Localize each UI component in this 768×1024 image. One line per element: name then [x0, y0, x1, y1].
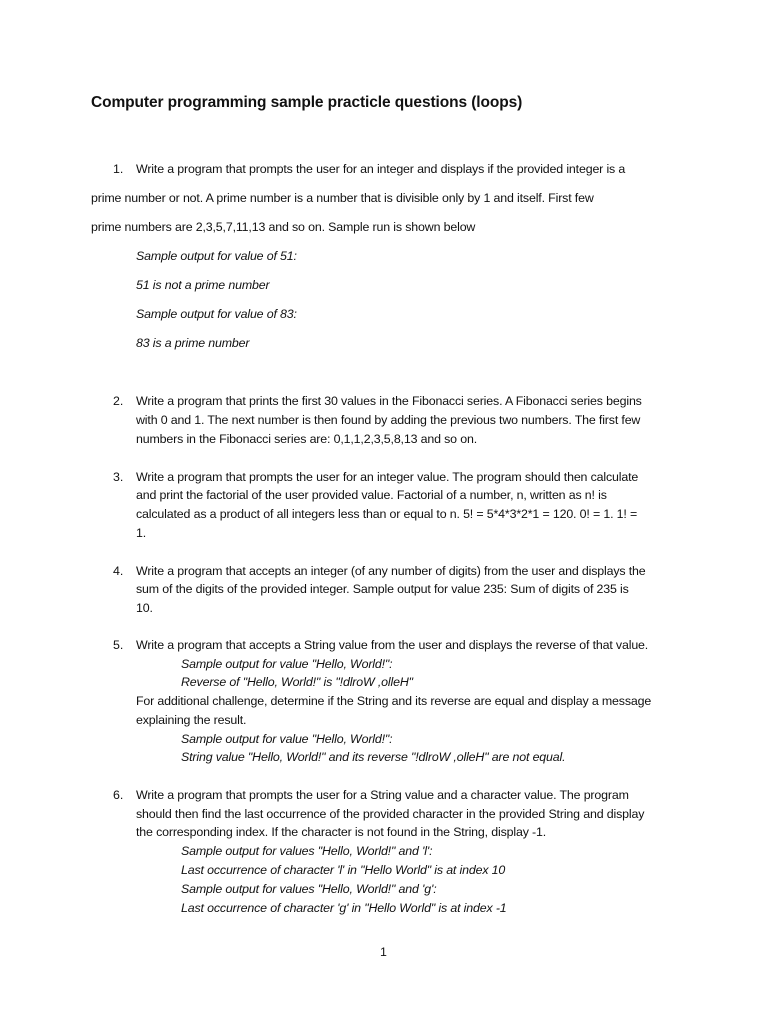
page-number: 1: [380, 945, 387, 959]
q3-line-2: and print the factorial of the user provided value. Factorial of a number, n, written as n! is: [136, 488, 607, 502]
q6-line-2: should then find the last occurrence of the provided character in the provided String and display: [136, 807, 645, 821]
q6-sample-3: Sample output for values "Hello, World!" and 'g':: [181, 882, 437, 896]
page-title: Computer programming sample practicle questions (loops): [91, 94, 523, 111]
q2-line-1: Write a program that prints the first 30 values in the Fibonacci series. A Fibonacci series begins: [136, 394, 642, 408]
q5-sample-2: Reverse of "Hello, World!" is "!dlroW ,olleH": [181, 675, 413, 689]
q3-line-3: calculated as a product of all integers less than or equal to n. 5! = 5*4*3*2*1 = 120. 0! = 1. 1! =: [136, 507, 638, 521]
q6-line-3: the corresponding index. If the character is not found in the String, display -1.: [136, 825, 547, 839]
q1-sample-1: Sample output for value of 51:: [136, 249, 297, 263]
q2-line-3: numbers in the Fibonacci series are: 0,1,1,2,3,5,8,13 and so on.: [136, 432, 477, 446]
q1-sample-4: 83 is a prime number: [136, 336, 250, 350]
q1-number: 1.: [113, 162, 124, 176]
q2-line-2: with 0 and 1. The next number is then found by adding the previous two numbers. The first few: [136, 413, 641, 427]
q1-line-1: Write a program that prompts the user for an integer and displays if the provided integer is a: [136, 162, 626, 176]
q1-sample-2: 51 is not a prime number: [136, 278, 270, 292]
q5-sample-1: Sample output for value "Hello, World!":: [181, 657, 393, 671]
q1-line-3: prime numbers are 2,3,5,7,11,13 and so on. Sample run is shown below: [91, 220, 476, 234]
q5-number: 5.: [113, 638, 124, 652]
q3-line-1: Write a program that prompts the user for an integer value. The program should then calculate: [136, 470, 639, 484]
q6-line-1: Write a program that prompts the user for a String value and a character value. The program: [136, 788, 629, 802]
q3-number: 3.: [113, 470, 124, 484]
q6-sample-2: Last occurrence of character 'l' in "Hello World" is at index 10: [181, 863, 506, 877]
q5-line-1: Write a program that accepts a String value from the user and displays the reverse of that value.: [136, 638, 649, 652]
q1-line-2: prime number or not. A prime number is a number that is divisible only by 1 and itself. First few: [91, 191, 594, 205]
q4-line-2: sum of the digits of the provided integer. Sample output for value 235: Sum of digits of 235 is: [136, 582, 629, 596]
q6-number: 6.: [113, 788, 124, 802]
q6-sample-1: Sample output for values "Hello, World!" and 'l':: [181, 844, 433, 858]
q4-number: 4.: [113, 564, 124, 578]
q5-line-2: For additional challenge, determine if the String and its reverse are equal and display a message: [136, 694, 652, 708]
q5-line-3: explaining the result.: [136, 713, 247, 727]
q5-sample-3: Sample output for value "Hello, World!":: [181, 732, 393, 746]
q4-line-1: Write a program that accepts an integer (of any number of digits) from the user and displays the: [136, 564, 646, 578]
q3-line-4: 1.: [136, 526, 147, 540]
q1-sample-3: Sample output for value of 83:: [136, 307, 297, 321]
q2-number: 2.: [113, 394, 124, 408]
q4-line-3: 10.: [136, 601, 153, 615]
q5-sample-4: String value "Hello, World!" and its reverse "!dlroW ,olleH" are not equal.: [181, 750, 566, 764]
q6-sample-4: Last occurrence of character 'g' in "Hello World" is at index -1: [181, 901, 507, 915]
